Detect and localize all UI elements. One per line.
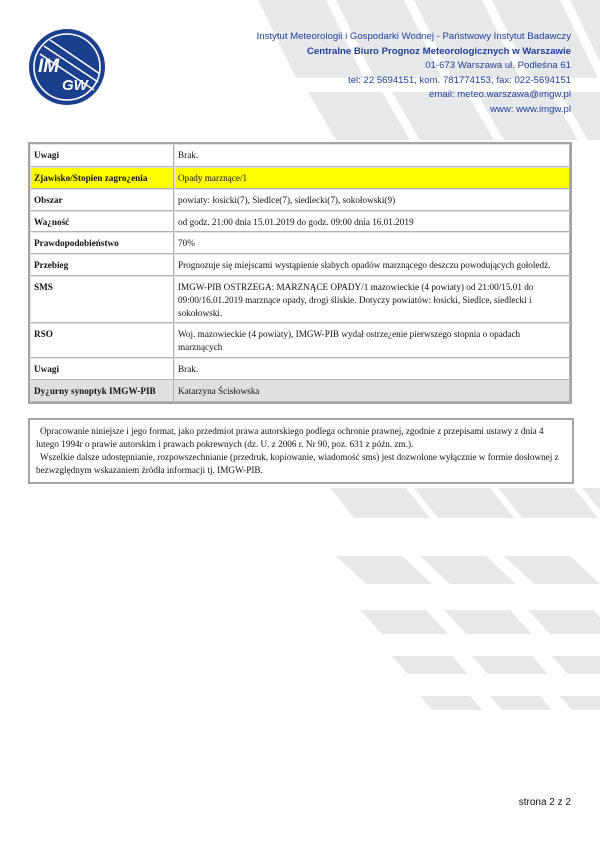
table-row [30,254,570,276]
email: email: meteo.warszawa@imgw.pl [429,89,571,101]
phone-fax: tel: 22 5694151, kom. 781774153, fax: 022-5694151 [348,74,571,86]
imgw-logo [28,28,106,106]
row-label: Uwagi [30,144,174,167]
table-row [30,189,570,211]
copyright-paragraph: Opracowanie niniejsze i jego format, jako przedmiot prawa autorskiego podlega ochronie prawnej, zgodnie z przepisami ustawy z dnia 4 lutego 1994r o prawie autorskim i prawach pokrewnych (dz. U. z 2006 r. Nr 90, poz. 631 z późn. zm.). [36,426,544,449]
row-value: Opady marznące/1 [174,167,570,189]
copyright-notice [28,418,574,484]
table-row [30,358,570,380]
table-row [30,232,570,254]
row-label: Uwagi [30,358,174,380]
row-value: Katarzyna Ścisłowska [174,380,570,402]
institute-header [257,30,571,118]
row-value: Prognozuje się miejscami wystąpienie słabych opadów marznącego deszczu powodujących gołoledź. [174,254,570,276]
table-row [30,211,570,233]
table-row [30,276,570,323]
table-row [30,323,570,358]
row-value: Brak. [174,144,570,167]
row-value: 70% [174,232,570,254]
website: www: www.imgw.pl [489,103,571,115]
row-value: IMGW-PIB OSTRZEGA: MARZNĄCE OPADY/1 mazowieckie (4 powiaty) od 21:00/15.01 do 09:00/16.01.2019 marznące opady, drogi śliskie. Dotyczy powiatów: łosicki, Siedlce, siedlecki i sokołowski. [174,276,570,323]
address: 01-673 Warszawa ul. Podleśna 61 [425,60,571,72]
row-label: Przebieg [30,254,174,276]
row-label: RSO [30,323,174,358]
page-number: strona 2 z 2 [518,797,571,808]
row-value: Brak. [174,358,570,380]
svg-text:GW: GW [62,77,88,94]
table-row [30,144,570,167]
row-label: Prawdopodobieństwo [30,232,174,254]
institute-name: Instytut Meteorologii i Gospodarki Wodnej - Państwowy Instytut Badawczy [256,31,571,42]
table-row [30,380,570,402]
row-value: powiaty: łosicki(7), Siedlce(7), siedlecki(7), sokołowski(9) [174,189,570,211]
svg-text:IM: IM [38,56,60,77]
row-value: Woj. mazowieckie (4 powiaty), IMGW-PIB wydał ostrze¿enie pierwszego stopnia o opadach marznących [174,323,570,358]
row-label: Wa¿ność [30,211,174,233]
table-row [30,167,570,189]
row-label: SMS [30,276,174,323]
row-label: Obszar [30,189,174,211]
warning-table [28,142,572,404]
row-value: od godz. 21:00 dnia 15.01.2019 do godz. 09:00 dnia 16.01.2019 [174,211,570,233]
row-label: Zjawisko/Stopien zagro¿enia [30,167,174,189]
redistribution-paragraph: Wszelkie dalsze udostępnianie, rozpowszechnianie (przedruk, kopiowanie, wiadomość sms) jest dozwolone wyłącznie w formie dosłownej z bezwzględnym wskazaniem źródła informacji tj. IMGW-PIB. [36,452,559,475]
bureau-name: Centralne Biuro Prognoz Meteorologicznych w Warszawie [306,45,571,57]
row-label: Dy¿urny synoptyk IMGW-PIB [30,380,174,402]
